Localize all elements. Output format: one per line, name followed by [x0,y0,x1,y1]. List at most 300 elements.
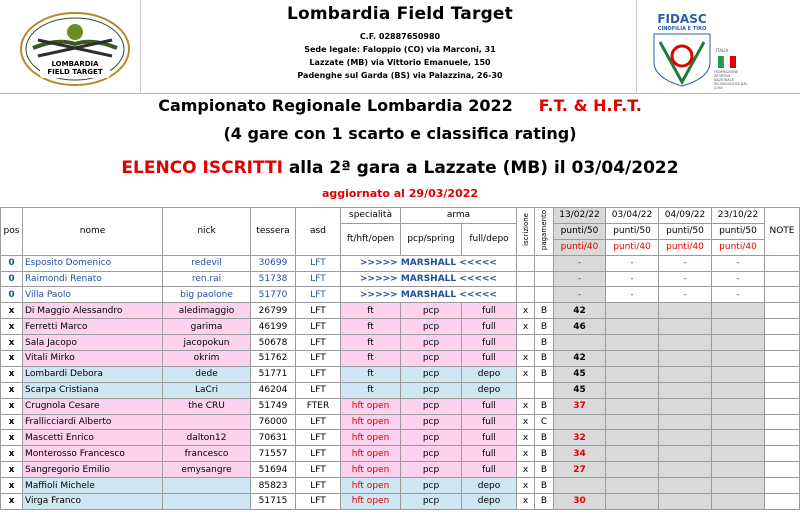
cell-asd: LFT [296,335,341,351]
cell-note [765,494,800,510]
italia-label: ITALIA [716,48,729,53]
table-row [1,462,800,478]
cell-asd: LFT [296,255,341,271]
col-asd: asd [296,208,341,256]
cell-score-g3 [659,478,712,494]
cell-nome: Esposito Domenico [23,255,163,271]
cell-score-g1: 27 [554,462,606,478]
cell-pos: x [1,335,23,351]
cell-tessera: 46204 [251,382,296,398]
cell-specialita: ft [341,366,401,382]
table-row [1,414,800,430]
cell-asd: LFT [296,382,341,398]
cell-score-g4 [712,382,765,398]
cell-score-g3 [659,351,712,367]
registration-rows [1,255,800,509]
org-cf: C.F. 02887650980 [359,32,441,41]
cell-tessera: 51694 [251,462,296,478]
cell-score-g4 [712,303,765,319]
cell-score-g1: 46 [554,319,606,335]
cell-note [765,414,800,430]
cell-full-depo: full [462,319,517,335]
table-row [1,287,800,303]
table-row [1,430,800,446]
fidasc-subtitle: CINOFILIA E TIRO [657,26,707,32]
cell-tessera: 26799 [251,303,296,319]
cell-nick: dalton12 [163,430,251,446]
cell-pos: x [1,430,23,446]
championship-title-text: Campionato Regionale Lombardia 2022 [158,96,513,115]
cell-iscrizione [517,335,535,351]
cell-score-g2 [606,446,659,462]
table-row [1,398,800,414]
cell-score-g4 [712,494,765,510]
cell-nick [163,414,251,430]
cell-score-g2 [606,366,659,382]
cell-pagamento: B [535,494,554,510]
cell-nome: Crugnola Cesare [23,398,163,414]
cell-specialita: hft open [341,478,401,494]
cell-nome: Monterosso Francesco [23,446,163,462]
cell-tessera: 51715 [251,494,296,510]
cell-iscrizione: x [517,319,535,335]
cell-nick: ren.rai [163,271,251,287]
cell-nome: Raimondi Renato [23,271,163,287]
cell-score-g2 [606,478,659,494]
cell-pos: 0 [1,287,23,303]
cell-nome: Frallicciardi Alberto [23,414,163,430]
cell-iscrizione: x [517,398,535,414]
cell-asd: LFT [296,271,341,287]
cell-nome: Mascetti Enrico [23,430,163,446]
cell-nome: Sala Jacopo [23,335,163,351]
cell-arma: pcp [401,303,462,319]
cell-specialita: ft [341,351,401,367]
cell-score-g3 [659,398,712,414]
cell-note [765,287,800,303]
col-pcp-spring: pcp/spring [401,223,462,255]
fidasc-logo [648,8,748,88]
cell-pos: x [1,319,23,335]
cell-score-g1: 42 [554,351,606,367]
col-iscrizione: iscrizione [517,208,535,256]
cell-specialita: ft [341,319,401,335]
cell-tessera: 71557 [251,446,296,462]
table-row [1,478,800,494]
cell-score-g2 [606,430,659,446]
cell-iscrizione: x [517,494,535,510]
table-row [1,382,800,398]
cell-score-g1: 30 [554,494,606,510]
cell-pagamento [535,255,554,271]
cell-pagamento: B [535,319,554,335]
cell-pagamento: B [535,351,554,367]
cell-note [765,478,800,494]
cell-pos: x [1,382,23,398]
cell-arma: pcp [401,382,462,398]
cell-full-depo: full [462,446,517,462]
cell-pos: x [1,414,23,430]
cell-nick: LaCri [163,382,251,398]
cell-pagamento: B [535,366,554,382]
cell-full-depo: full [462,335,517,351]
col-punti50: punti/50 [659,223,712,239]
col-pagamento: pagamento [535,208,554,256]
cell-tessera: 70631 [251,430,296,446]
cell-asd: LFT [296,494,341,510]
cell-specialita: hft open [341,494,401,510]
cell-score-g1: - [554,287,606,303]
cell-score-g3 [659,430,712,446]
cell-score-g1: - [554,271,606,287]
col-nick: nick [163,208,251,256]
championship-specialties: F.T. & H.F.T. [538,96,642,115]
table-row [1,366,800,382]
cell-full-depo: depo [462,478,517,494]
cell-asd: LFT [296,462,341,478]
cell-tessera: 51749 [251,398,296,414]
cell-score-g3 [659,335,712,351]
cell-pagamento: B [535,478,554,494]
col-date-3: 04/09/22 [659,208,712,224]
document-header [0,0,800,94]
cell-pagamento: B [535,462,554,478]
cell-pagamento: B [535,335,554,351]
updated-date: aggiornato al 29/03/2022 [321,187,479,200]
cell-score-g4 [712,335,765,351]
cell-arma: pcp [401,398,462,414]
cell-full-depo: full [462,351,517,367]
cell-pagamento [535,382,554,398]
cell-score-g3: - [659,287,712,303]
cell-score-g4 [712,414,765,430]
col-date-4: 23/10/22 [712,208,765,224]
cell-iscrizione [517,382,535,398]
cell-score-g1 [554,478,606,494]
cell-marshall: >>>>> MARSHALL <<<<< [341,271,517,287]
cell-asd: LFT [296,366,341,382]
cell-note [765,335,800,351]
cell-asd: LFT [296,446,341,462]
table-row [1,319,800,335]
cell-pagamento: B [535,430,554,446]
cell-score-g2: - [606,255,659,271]
cell-tessera: 51762 [251,351,296,367]
cell-nick: garima [163,319,251,335]
cell-pos: x [1,494,23,510]
cell-full-depo: full [462,303,517,319]
cell-nick: emysangre [163,462,251,478]
cell-score-g2: - [606,271,659,287]
cell-score-g4: - [712,255,765,271]
cell-pos: x [1,462,23,478]
cell-score-g2 [606,351,659,367]
cell-nome: Scarpa Cristiana [23,382,163,398]
header-divider [140,0,141,94]
cell-tessera: 46199 [251,319,296,335]
cell-pagamento: C [535,414,554,430]
cell-specialita: ft [341,303,401,319]
col-full-depo: full/depo [462,223,517,255]
cell-score-g1: 37 [554,398,606,414]
cell-specialita: ft [341,335,401,351]
cell-note [765,398,800,414]
cell-score-g2 [606,319,659,335]
cell-marshall: >>>>> MARSHALL <<<<< [341,255,517,271]
cell-note [765,319,800,335]
cell-nome: Sangregorio Emilio [23,462,163,478]
table-row [1,351,800,367]
cell-score-g2 [606,494,659,510]
organization-info [240,4,560,82]
lft-logo-text: LOMBARDIA FIELD TARGET [47,60,103,76]
cell-full-depo: full [462,398,517,414]
col-note: NOTE [765,208,800,256]
cell-arma: pcp [401,494,462,510]
cell-full-depo: depo [462,494,517,510]
fidasc-federation-text: FEDERAZIONE SPORTIVA NAZIONALE RICONOSCIUTA DAL CONI [714,70,748,90]
col-specialita: specialità [341,208,401,224]
col-pos: pos [1,208,23,256]
cell-asd: LFT [296,414,341,430]
championship-title [0,96,800,115]
cell-iscrizione [517,255,535,271]
cell-iscrizione: x [517,430,535,446]
table-row [1,494,800,510]
cell-note [765,271,800,287]
cell-pagamento: B [535,398,554,414]
cell-score-g1 [554,414,606,430]
cell-pos: 0 [1,255,23,271]
cell-nome: Vitali Mirko [23,351,163,367]
cell-note [765,351,800,367]
cell-arma: pcp [401,351,462,367]
cell-note [765,255,800,271]
cell-full-depo: full [462,462,517,478]
cell-nome: Virga Franco [23,494,163,510]
cell-nome: Villa Paolo [23,287,163,303]
cell-score-g4: - [712,287,765,303]
registration-heading: ELENCO ISCRITTI [121,158,283,178]
cell-pagamento [535,271,554,287]
col-punti50: punti/50 [712,223,765,239]
cell-asd: LFT [296,303,341,319]
col-date-2: 03/04/22 [606,208,659,224]
cell-note [765,382,800,398]
cell-arma: pcp [401,478,462,494]
cell-pagamento: B [535,446,554,462]
registration-table [0,207,800,510]
header-divider [636,0,637,94]
cell-score-g1: 45 [554,382,606,398]
cell-score-g4 [712,319,765,335]
cell-iscrizione: x [517,446,535,462]
cell-iscrizione [517,271,535,287]
cell-score-g4 [712,366,765,382]
cell-score-g3: - [659,271,712,287]
cell-asd: LFT [296,430,341,446]
cell-tessera: 50678 [251,335,296,351]
header-row-1 [1,208,800,224]
cell-tessera: 76000 [251,414,296,430]
cell-pagamento [535,287,554,303]
cell-score-g3 [659,462,712,478]
cell-full-depo: full [462,414,517,430]
cell-score-g2 [606,382,659,398]
cell-nick: redevil [163,255,251,271]
cell-tessera: 85823 [251,478,296,494]
cell-score-g1: - [554,255,606,271]
col-punti40: punti/40 [554,239,606,255]
registration-title [0,158,800,178]
cell-specialita: ft [341,382,401,398]
org-name: Lombardia Field Target [286,4,513,24]
cell-note [765,462,800,478]
cell-score-g4 [712,430,765,446]
col-date-1: 13/02/22 [554,208,606,224]
cell-asd: LFT [296,351,341,367]
cell-asd: FTER [296,398,341,414]
cell-score-g3 [659,366,712,382]
cell-asd: LFT [296,478,341,494]
cell-pagamento: B [535,303,554,319]
cell-nick [163,494,251,510]
org-address-3: Padenghe sul Garda (BS) via Palazzina, 26-30 [297,71,503,80]
lft-logo [18,10,133,88]
cell-score-g4 [712,351,765,367]
cell-pos: x [1,351,23,367]
cell-specialita: hft open [341,462,401,478]
cell-nick: dede [163,366,251,382]
cell-note [765,366,800,382]
cell-iscrizione: x [517,414,535,430]
cell-score-g4 [712,398,765,414]
cell-nome: Maffioli Michele [23,478,163,494]
cell-score-g1: 34 [554,446,606,462]
col-punti40: punti/40 [659,239,712,255]
table-row [1,335,800,351]
org-address-2: Lazzate (MB) via Vittorio Emanuele, 150 [309,58,491,67]
org-address-1: Sede legale: Faloppio (CO) via Marconi, 31 [304,45,496,54]
cell-specialita: hft open [341,414,401,430]
cell-tessera: 30699 [251,255,296,271]
cell-score-g2 [606,398,659,414]
cell-nick: big paolone [163,287,251,303]
cell-arma: pcp [401,414,462,430]
cell-score-g2 [606,335,659,351]
cell-pos: 0 [1,271,23,287]
cell-score-g2 [606,414,659,430]
cell-nome: Ferretti Marco [23,319,163,335]
cell-score-g1: 45 [554,366,606,382]
cell-pos: x [1,303,23,319]
cell-score-g2 [606,303,659,319]
cell-score-g3 [659,382,712,398]
cell-nick: aledimaggio [163,303,251,319]
cell-iscrizione: x [517,462,535,478]
cell-pos: x [1,366,23,382]
cell-arma: pcp [401,319,462,335]
cell-specialita: hft open [341,430,401,446]
table-row [1,255,800,271]
cell-nick: francesco [163,446,251,462]
cell-nick: jacopokun [163,335,251,351]
cell-arma: pcp [401,366,462,382]
cell-tessera: 51738 [251,271,296,287]
cell-score-g1 [554,335,606,351]
cell-score-g4 [712,446,765,462]
col-arma: arma [401,208,517,224]
cell-nome: Di Maggio Alessandro [23,303,163,319]
col-nome: nome [23,208,163,256]
cell-specialita: hft open [341,398,401,414]
col-punti50: punti/50 [606,223,659,239]
cell-specialita: hft open [341,446,401,462]
registration-event: alla 2ª gara a Lazzate (MB) il 03/04/2022 [282,158,679,178]
cell-note [765,430,800,446]
cell-score-g2 [606,462,659,478]
cell-pos: x [1,446,23,462]
cell-arma: pcp [401,462,462,478]
cell-asd: LFT [296,287,341,303]
cell-marshall: >>>>> MARSHALL <<<<< [341,287,517,303]
cell-score-g4 [712,478,765,494]
cell-score-g1: 42 [554,303,606,319]
cell-full-depo: full [462,430,517,446]
cell-score-g3 [659,414,712,430]
cell-nick [163,478,251,494]
cell-nick: okrim [163,351,251,367]
cell-score-g1: 32 [554,430,606,446]
cell-iscrizione: x [517,366,535,382]
cell-score-g3 [659,446,712,462]
table-row [1,271,800,287]
table-row [1,446,800,462]
cell-score-g3: - [659,255,712,271]
cell-note [765,303,800,319]
cell-score-g3 [659,494,712,510]
cell-arma: pcp [401,430,462,446]
fidasc-title: FIDASC [657,12,707,26]
cell-iscrizione [517,287,535,303]
cell-iscrizione: x [517,351,535,367]
cell-pos: x [1,478,23,494]
cell-iscrizione: x [517,303,535,319]
cell-tessera: 51770 [251,287,296,303]
cell-score-g4 [712,462,765,478]
table-row [1,303,800,319]
cell-nick: the CRU [163,398,251,414]
cell-arma: pcp [401,446,462,462]
cell-pos: x [1,398,23,414]
cell-nome: Lombardi Debora [23,366,163,382]
cell-iscrizione: x [517,478,535,494]
cell-tessera: 51771 [251,366,296,382]
col-ft-hft-open: ft/hft/open [341,223,401,255]
col-tessera: tessera [251,208,296,256]
cell-note [765,446,800,462]
cell-asd: LFT [296,319,341,335]
cell-score-g3 [659,319,712,335]
cell-arma: pcp [401,335,462,351]
col-punti40: punti/40 [712,239,765,255]
cell-full-depo: depo [462,382,517,398]
col-punti40: punti/40 [606,239,659,255]
cell-full-depo: depo [462,366,517,382]
cell-score-g3 [659,303,712,319]
cell-score-g4: - [712,271,765,287]
cell-score-g2: - [606,287,659,303]
